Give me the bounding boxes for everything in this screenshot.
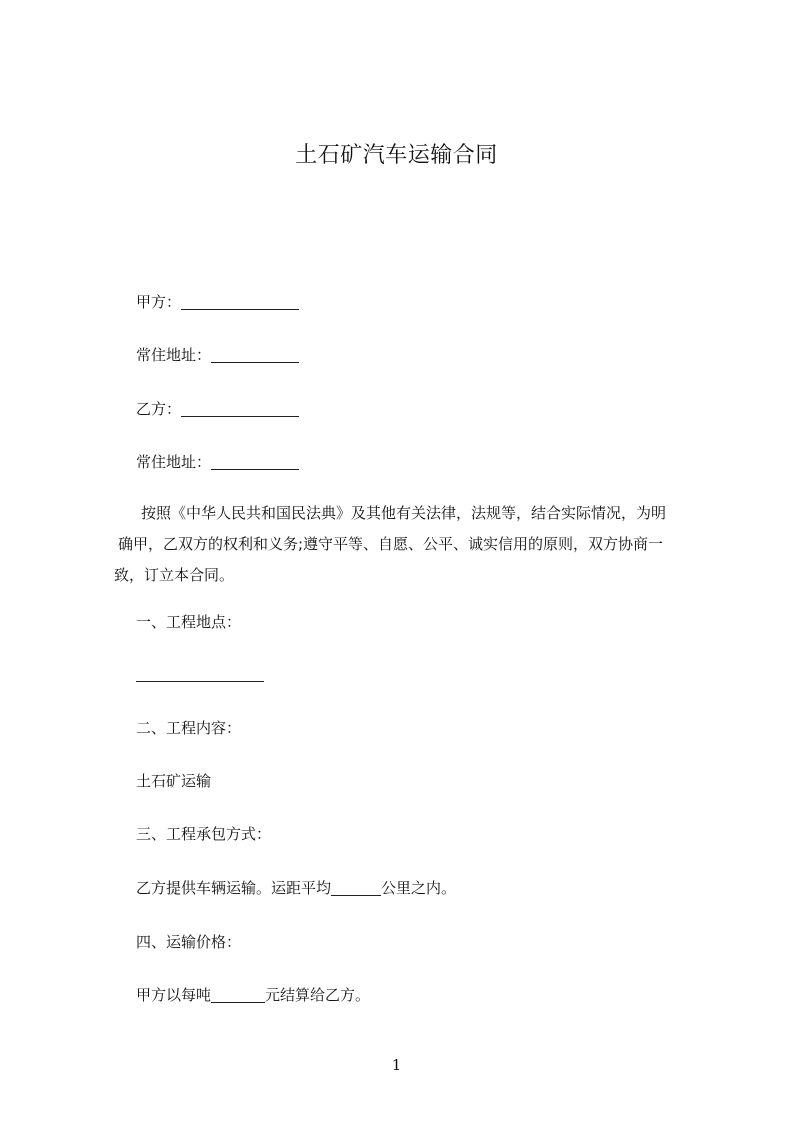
intro-line-2: 确甲，乙双方的权利和义务;遵守平等、自愿、公平、诚实信用的原则，双方协商一 [118,535,664,553]
party-a-line [136,292,299,312]
party-b-label: 乙方： [136,400,182,418]
section-4-content [136,985,370,1005]
section-3-text-after: 公里之内。 [381,879,457,897]
intro-line-1: 按照《中华人民共和国民法典》及其他有关法律，法规等，结合实际情况，为明 [141,504,667,522]
document-title: 土石矿汽车运输合同 [295,143,498,168]
page-number: 1 [391,1056,402,1074]
section-4-heading: 四、运输价格： [136,933,242,951]
party-a-label: 甲方： [136,293,182,311]
section-3-text-before: 乙方提供车辆运输。运距平均 [136,879,332,897]
intro-paragraph [114,498,704,591]
section-4-text-before: 甲方以每吨 [136,986,212,1004]
party-b-address-blank [211,453,299,470]
section-3-heading: 三、工程承包方式： [136,825,272,843]
party-a-address-label: 常住地址： [136,346,212,364]
section-3-content [136,878,456,898]
party-a-address-blank [211,346,299,363]
party-a-address-line [136,345,299,365]
party-b-address-label: 常住地址： [136,453,212,471]
party-b-address-line [136,452,299,472]
party-b-line [136,399,299,419]
party-b-blank [181,400,299,417]
section-2-content: 土石矿运输 [136,772,212,790]
distance-blank [331,879,381,896]
section-1-heading: 一、工程地点： [136,613,242,631]
location-blank [136,665,264,682]
section-4-text-after: 元结算给乙方。 [265,986,371,1004]
price-blank [211,986,265,1003]
intro-line-3: 致，订立本合同。 [114,566,235,584]
section-2-heading: 二、工程内容： [136,719,242,737]
section-1-blank-line [136,664,264,684]
party-a-blank [181,293,299,310]
